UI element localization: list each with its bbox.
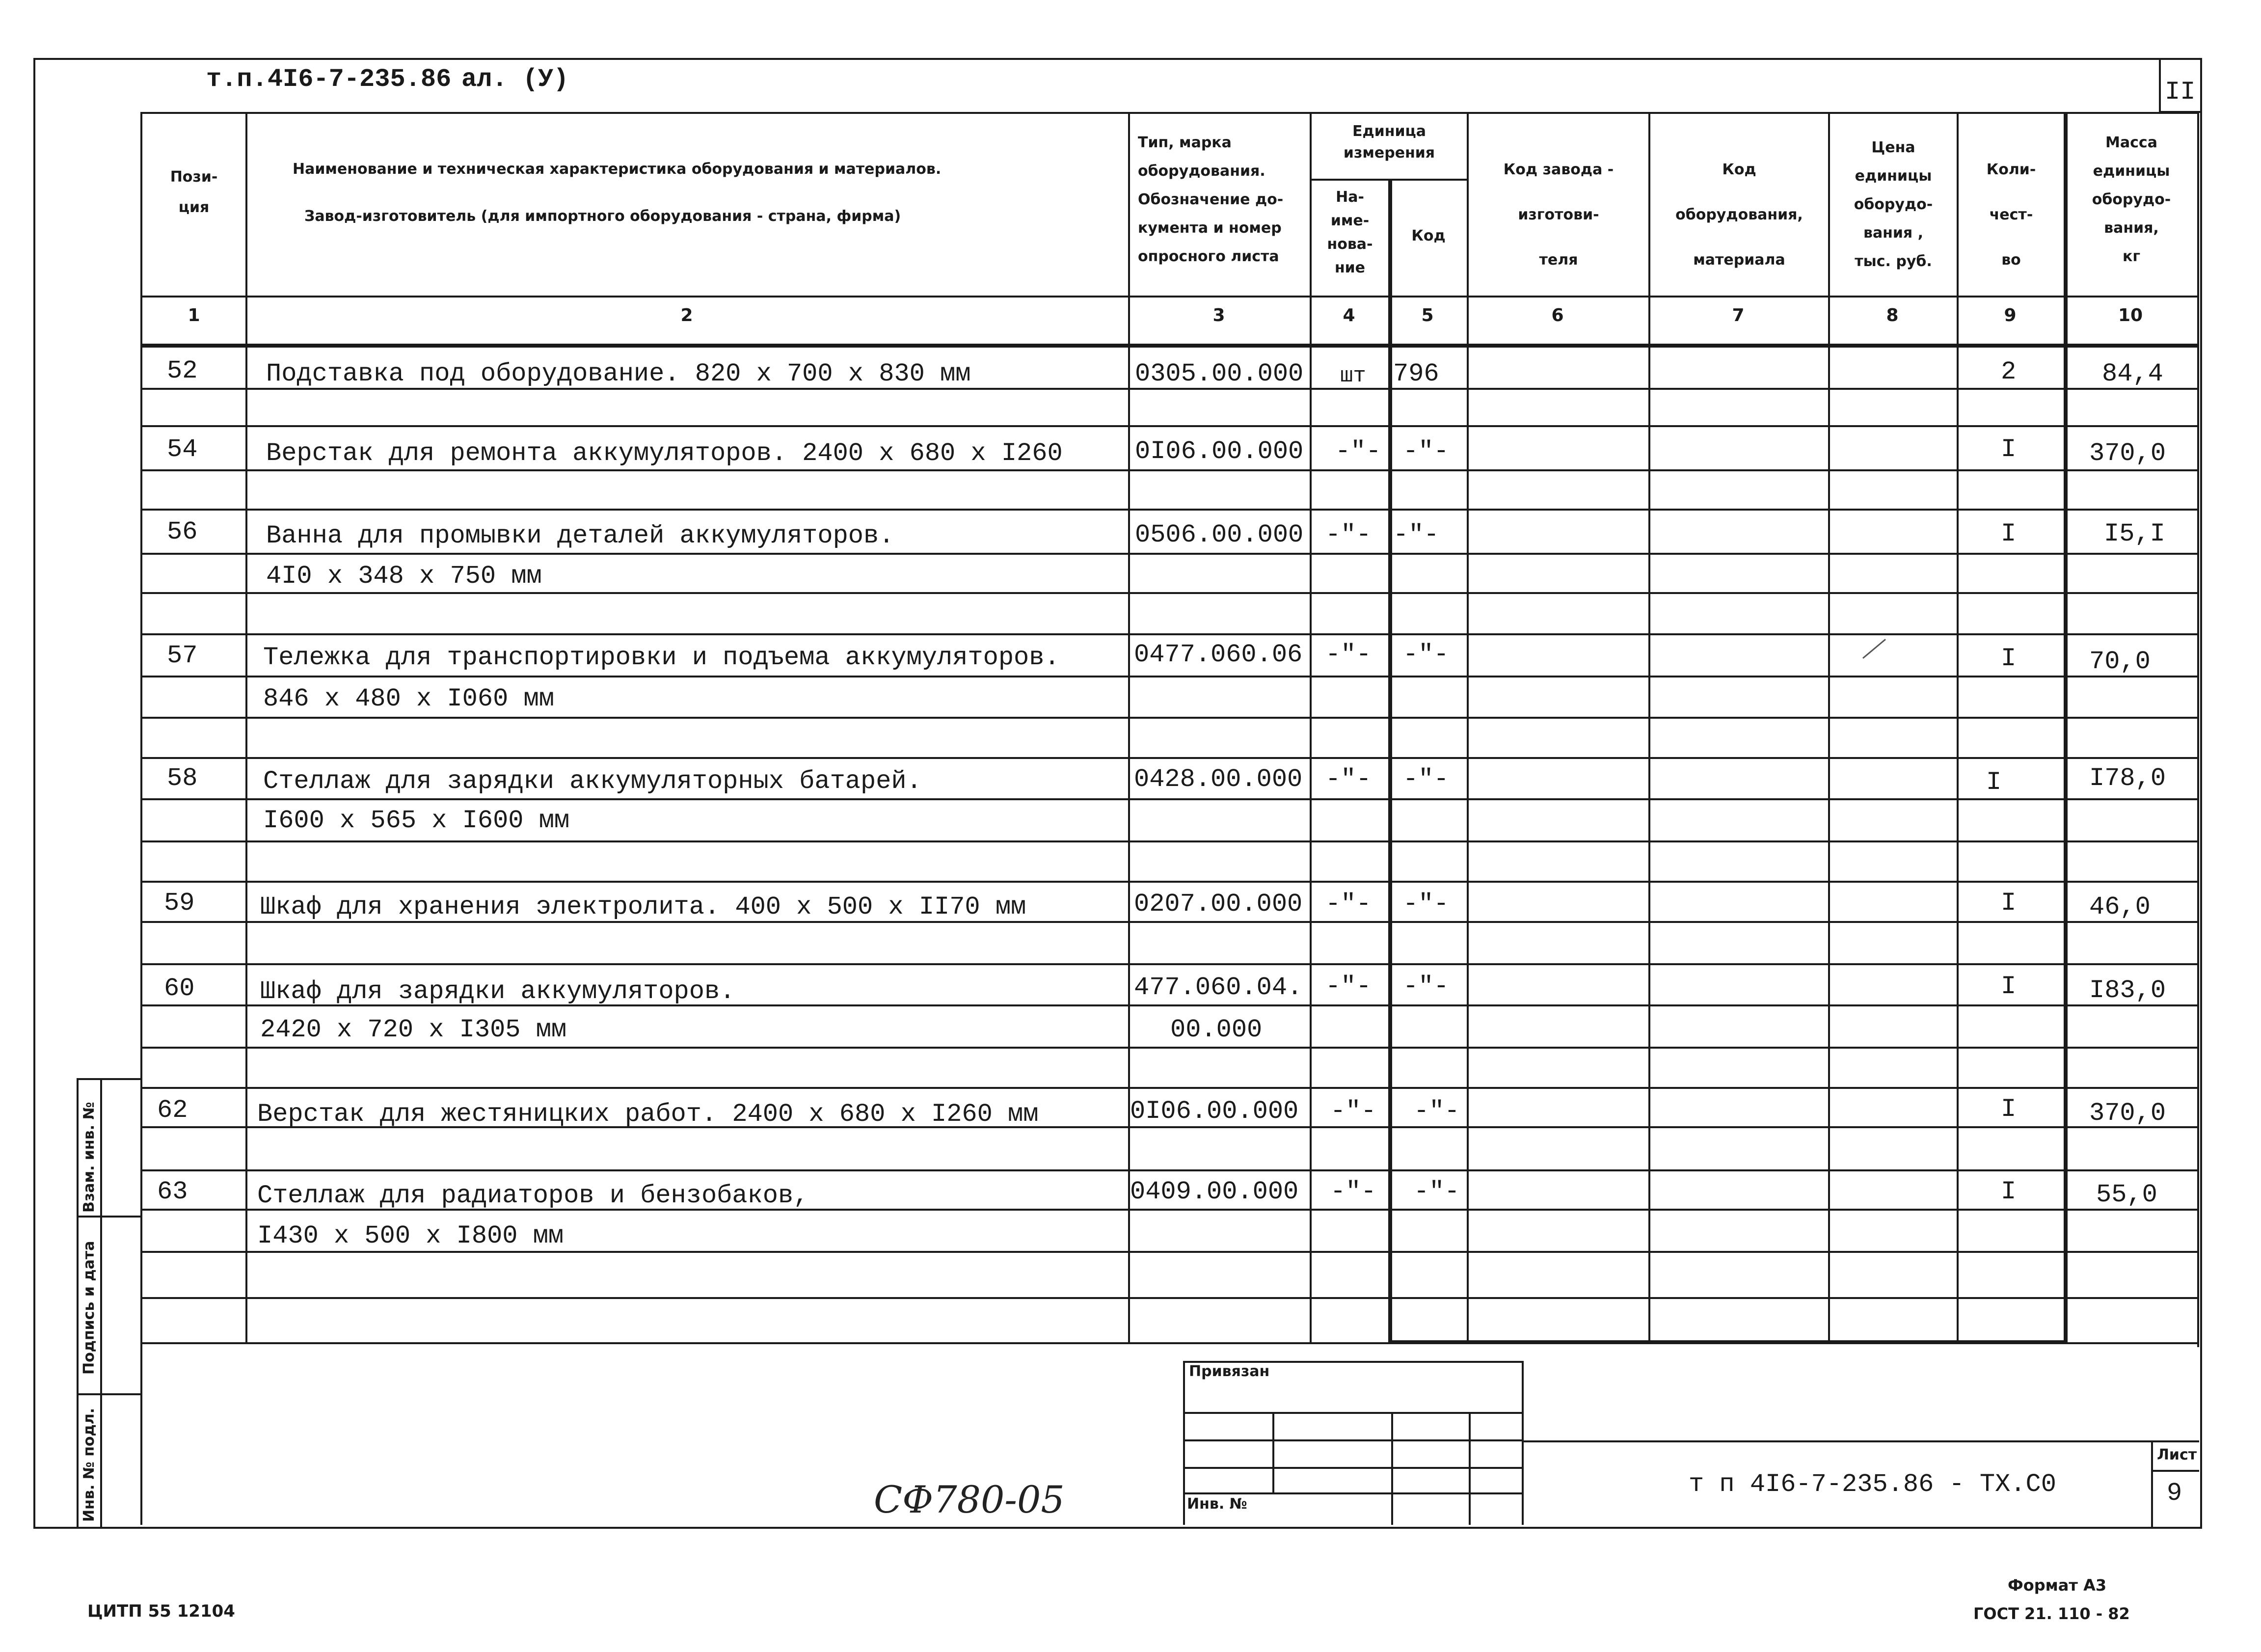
footer-left: ЦИТП 55 12104 [87,1601,235,1621]
row-54-type: 0I06.00.000 [1135,437,1304,466]
side-inv-podl: Инв. № подл. [81,1408,98,1522]
row-60-unit: -"- [1325,972,1372,1001]
row-58-name-2: I600 x 565 x I600 мм [263,806,570,835]
col2-header-line2: Завод-изготовитель (для импортного оборудования - страна, фирма) [304,208,901,225]
row-line [140,963,2199,965]
row-60-qty: I [2001,972,2017,1001]
sheet-label: Лист [2157,1446,2197,1463]
row-59-code: -"- [1403,890,1449,919]
stamp-line [1183,1412,1522,1414]
titleblock-top [1522,1440,2199,1442]
stamp-privyazan-left [1183,1361,1185,1525]
side-vzam-inv: Взам. инв. № [81,1102,98,1213]
col-line-7 [1828,112,1830,1342]
col-line-5 [1467,112,1469,1342]
colnum-8: 8 [1886,305,1899,325]
row-line [140,1047,2199,1049]
row-57-pos: 57 [167,641,198,670]
colnum-5: 5 [1421,305,1434,325]
stamp-vline [1272,1412,1274,1492]
side-stamp-divider [100,1078,102,1527]
side-podpis-data: Подпись и дата [81,1241,98,1375]
row-line [140,717,2199,719]
row-54-unit: -"- [1335,437,1381,466]
sheet-number: 9 [2167,1479,2182,1508]
colnum-6: 6 [1551,305,1564,325]
row-59-pos: 59 [164,889,195,918]
col3-header: Тип, марка оборудования. Обозначение до- кумента и номер опросного листа [1138,134,1284,265]
col-line-1 [245,112,247,1342]
colnum-bottom [140,344,2199,348]
row-56-name-2: 4I0 x 348 x 750 мм [266,562,542,591]
stamp-line [1183,1492,1522,1494]
row-63-pos: 63 [157,1177,188,1206]
row-58-qty: I [1986,768,2002,797]
col4-header: На- име- нова- ние [1327,189,1373,276]
col7-header: Код оборудования, материала [1675,161,1803,269]
row-63-name-2: I430 x 500 x I800 мм [257,1221,564,1250]
colnum-1: 1 [188,305,200,325]
row-59-unit: -"- [1325,890,1372,919]
side-stamp-top [77,1078,141,1080]
row-60-name: Шкаф для зарядки аккумуляторов. [260,977,735,1006]
doc-code: т.п.4I6-7-235.86 [206,65,452,94]
row-52-name: Подставка под оборудование. 820 x 700 x 830 мм [266,359,971,388]
row-52-type: 0305.00.000 [1135,359,1304,388]
sheet-box-left [2151,1440,2153,1527]
row-62-name: Верстак для жестяницких работ. 2400 x 680 x I260 мм [257,1100,1039,1129]
row-60-pos: 60 [164,974,195,1003]
col1-header: Пози- ция [170,168,218,216]
row-59-qty: I [2001,889,2017,918]
row-57-mass: 70,0 [2089,647,2151,676]
handwritten-code: СФ780-05 [874,1478,1065,1521]
row-60-type-2: 00.000 [1170,1015,1263,1044]
row-line [140,757,2199,759]
row-line [140,1297,2199,1299]
col45-header: Единица измерения [1343,123,1435,162]
row-59-name: Шкаф для хранения электролита. 400 x 500 x II70 мм [260,893,1026,921]
row-52-mass: 84,4 [2102,359,2163,388]
row-line [140,592,2199,594]
row-63-type: 0409.00.000 [1130,1177,1299,1206]
row-63-mass: 55,0 [2096,1180,2157,1209]
frame-top [33,58,2201,60]
row-54-pos: 54 [167,435,198,464]
stamp-vline [1391,1412,1393,1525]
row-58-name: Стеллаж для зарядки аккумуляторных батарей. [263,767,922,796]
row-60-mass: I83,0 [2089,976,2166,1005]
row-52-qty: 2 [2001,357,2017,386]
stamp-line [1183,1467,1522,1469]
row-58-pos: 58 [167,764,198,793]
row-56-mass: I5,I [2104,519,2165,548]
row-54-code: -"- [1403,437,1449,466]
row-line [140,840,2199,842]
side-stamp-line [77,1393,141,1395]
row-63-unit: -"- [1330,1177,1376,1206]
stamp-vline [1469,1412,1471,1525]
row-line [140,553,2199,555]
row-54-qty: I [2001,435,2017,464]
table-top [140,112,2199,114]
side-stamp-left [77,1078,79,1527]
col10-header: Масса единицы оборудо- вания, кг [2092,134,2171,265]
row-62-mass: 370,0 [2089,1099,2166,1128]
row-60-code: -"- [1403,972,1449,1001]
col9-header: Коли- чест- во [1986,161,2036,269]
col-line-9 [2064,112,2068,1342]
row-56-code: -"- [1393,520,1439,549]
row-line [140,633,2199,635]
col6-header: Код завода - изготови- теля [1503,161,1614,269]
footer-gost: ГОСТ 21. 110 - 82 [1973,1604,2130,1623]
row-57-qty: I [2001,644,2017,673]
stray-mark [1862,639,1886,659]
row-59-mass: 46,0 [2089,893,2151,921]
row-line [140,469,2199,471]
colnum-9: 9 [2004,305,2017,325]
row-52-pos: 52 [167,356,198,385]
row-56-type: 0506.00.000 [1135,520,1304,549]
doc-designation: т п 4I6-7-235.86 - ТХ.С0 [1689,1470,2056,1499]
col-line-8 [1957,112,1959,1342]
row-58-type: 0428.00.000 [1134,765,1303,794]
row-line [140,881,2199,883]
row-60-type: 477.060.04. [1134,973,1303,1002]
header-bottom [140,296,2199,298]
col-line-4 [1388,179,1392,1342]
col2-header-line1: Наименование и техническая характеристика оборудования и материалов. [293,161,942,178]
row-60-name-2: 2420 x 720 x I305 мм [260,1015,567,1044]
colnum-10: 10 [2118,305,2143,325]
row-63-qty: I [2001,1177,2017,1206]
sheet-box-divider [2151,1470,2199,1472]
row-62-qty: I [2001,1095,2017,1124]
row-57-name: Тележка для транспортировки и подъема аккумуляторов. [263,643,1060,672]
row-52-unit: шт [1340,364,1366,388]
col-line-6 [1648,112,1650,1342]
stamp-privyazan-label: Привязан [1189,1363,1270,1380]
row-line [140,1087,2199,1089]
colnum-4: 4 [1343,305,1355,325]
row-line [140,676,2199,677]
row-62-pos: 62 [157,1096,188,1125]
stamp-line [1183,1439,1522,1441]
col-line-2 [1128,112,1130,1342]
corner-box-left [2159,58,2161,111]
data-bottom [140,1342,2199,1344]
frame-right [2200,58,2202,1527]
side-stamp-line [77,1216,141,1218]
row-line [140,1251,2199,1253]
album-label: ал. (У) [461,65,569,94]
row-59-type: 0207.00.000 [1134,890,1303,919]
row-line [140,425,2199,427]
col5-header: Код [1411,227,1446,244]
colnum-7: 7 [1732,305,1745,325]
colnum-2: 2 [680,305,693,325]
row-54-name: Верстак для ремонта аккумуляторов. 2400 x 680 x I260 [266,439,1063,468]
colnum-3: 3 [1212,305,1225,325]
stamp-inv-label: Инв. № [1187,1495,1247,1513]
col-line-3 [1310,112,1312,1342]
row-56-name: Ванна для промывки деталей аккумуляторов. [266,521,894,550]
row-54-mass: 370,0 [2089,439,2166,468]
row-58-code: -"- [1403,765,1449,794]
stamp-privyazan-right [1522,1361,1524,1525]
page-corner-number: II [2165,78,2196,107]
row-line [140,509,2199,511]
row-58-unit: -"- [1325,765,1372,794]
footer-format: Формат А3 [2008,1576,2107,1595]
row-57-code: -"- [1403,640,1449,669]
frame-left [33,58,35,1527]
frame-bottom [33,1527,2202,1529]
row-56-pos: 56 [167,517,198,546]
row-57-type: 0477.060.06 [1134,640,1303,669]
row-line [140,1169,2199,1171]
col8-header: Цена единицы оборудо- вания , тыс. руб. [1854,139,1933,270]
row-63-name: Стеллаж для радиаторов и бензобаков, [257,1181,809,1210]
row-62-type: 0I06.00.000 [1130,1097,1299,1126]
row-62-unit: -"- [1330,1097,1376,1126]
row-56-unit: -"- [1325,520,1372,549]
row-57-name-2: 846 x 480 x I060 мм [263,684,554,713]
row-52-code: 796 [1393,359,1439,388]
row-57-unit: -"- [1325,640,1372,669]
row-line [140,798,2199,800]
row-58-mass: I78,0 [2089,764,2166,793]
row-56-qty: I [2001,519,2017,548]
row-62-code: -"- [1414,1097,1460,1126]
row-63-code: -"- [1414,1177,1460,1206]
